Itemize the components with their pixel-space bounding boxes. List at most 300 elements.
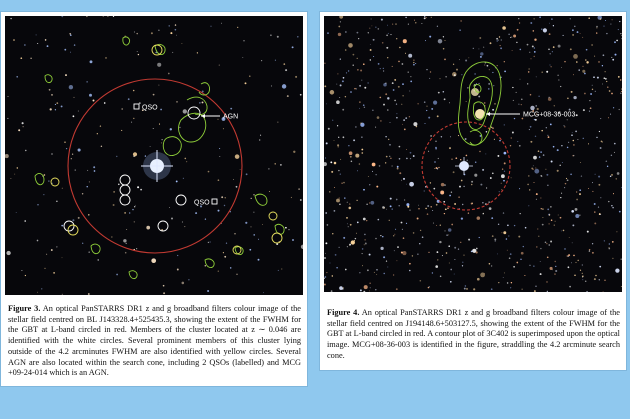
star bbox=[535, 105, 537, 107]
star bbox=[338, 33, 341, 36]
star bbox=[572, 132, 573, 133]
star bbox=[592, 191, 593, 192]
star bbox=[591, 44, 593, 46]
star bbox=[510, 287, 511, 288]
star bbox=[530, 126, 532, 128]
star bbox=[562, 162, 563, 163]
star bbox=[513, 266, 515, 268]
star bbox=[129, 212, 130, 213]
star bbox=[458, 196, 460, 198]
star bbox=[543, 28, 547, 32]
star bbox=[444, 59, 446, 61]
star bbox=[529, 68, 530, 69]
star bbox=[274, 163, 275, 164]
star bbox=[414, 20, 415, 21]
star bbox=[396, 288, 398, 290]
star bbox=[362, 253, 363, 254]
star bbox=[513, 100, 514, 101]
star bbox=[342, 80, 344, 82]
star bbox=[367, 269, 369, 271]
star bbox=[586, 61, 588, 63]
star bbox=[517, 29, 519, 31]
star bbox=[370, 44, 371, 45]
star bbox=[534, 38, 536, 40]
star bbox=[350, 224, 352, 226]
star bbox=[599, 131, 600, 132]
star bbox=[430, 206, 432, 208]
star bbox=[224, 256, 226, 258]
star bbox=[334, 140, 335, 141]
star bbox=[491, 265, 492, 266]
star bbox=[427, 205, 429, 207]
star bbox=[268, 168, 269, 169]
star bbox=[343, 182, 345, 184]
star bbox=[532, 45, 534, 47]
star bbox=[440, 191, 444, 195]
star bbox=[438, 92, 440, 94]
star bbox=[179, 127, 180, 128]
star bbox=[73, 115, 75, 117]
star bbox=[570, 173, 572, 175]
star bbox=[533, 156, 537, 160]
star bbox=[210, 26, 211, 27]
star bbox=[576, 199, 578, 201]
star bbox=[520, 259, 521, 260]
star bbox=[600, 197, 601, 198]
star bbox=[507, 282, 508, 283]
star bbox=[269, 191, 270, 192]
star bbox=[383, 273, 384, 274]
star bbox=[392, 82, 394, 84]
star bbox=[564, 61, 566, 63]
star bbox=[361, 149, 363, 151]
star bbox=[372, 163, 376, 167]
star bbox=[498, 40, 499, 41]
star bbox=[507, 225, 509, 227]
star bbox=[516, 92, 517, 93]
star bbox=[463, 186, 464, 187]
star bbox=[219, 65, 220, 66]
star bbox=[616, 231, 617, 232]
star bbox=[277, 36, 279, 38]
star bbox=[534, 47, 535, 48]
star bbox=[529, 189, 530, 190]
star bbox=[522, 289, 523, 290]
star bbox=[369, 254, 371, 256]
star bbox=[360, 70, 362, 72]
star bbox=[385, 162, 386, 163]
star bbox=[514, 225, 515, 226]
star bbox=[546, 174, 548, 176]
star bbox=[399, 47, 400, 48]
star bbox=[553, 25, 554, 26]
star bbox=[492, 172, 494, 174]
star bbox=[406, 223, 407, 224]
star bbox=[218, 119, 219, 120]
star bbox=[408, 54, 412, 58]
star bbox=[397, 166, 399, 168]
star bbox=[51, 94, 53, 96]
star bbox=[432, 210, 433, 211]
star bbox=[383, 70, 384, 71]
star bbox=[475, 161, 476, 162]
star bbox=[596, 26, 598, 28]
star bbox=[530, 22, 532, 24]
star bbox=[574, 26, 575, 27]
star bbox=[410, 76, 411, 77]
star bbox=[485, 153, 486, 154]
star bbox=[230, 108, 232, 110]
star bbox=[447, 207, 449, 209]
star bbox=[494, 103, 495, 104]
star bbox=[580, 162, 581, 163]
star bbox=[385, 136, 386, 137]
star bbox=[582, 273, 583, 274]
figure-4-caption-text: An optical PanSTARRS DR1 z and g broadband filters colour image of the stellar field centred on J194148.6+503127.5, showing the extent of the FWHM for the GBT at L-band circled in red. A contour plot of 3C402 is superimposed upon the optical image. MCG+08-36-003 is identified in the figure, straddling the 4.2 arcminute search cone. bbox=[327, 308, 620, 360]
star bbox=[599, 266, 601, 268]
star bbox=[449, 147, 451, 149]
star bbox=[499, 191, 500, 192]
star bbox=[529, 265, 530, 266]
star bbox=[489, 207, 492, 210]
star bbox=[431, 108, 433, 110]
star bbox=[374, 272, 375, 273]
star bbox=[49, 89, 51, 91]
star bbox=[324, 284, 326, 286]
star bbox=[234, 233, 235, 234]
star bbox=[429, 286, 430, 287]
star bbox=[621, 88, 622, 90]
star bbox=[553, 46, 555, 48]
star bbox=[539, 16, 541, 18]
star bbox=[349, 151, 353, 155]
star bbox=[589, 100, 590, 101]
star bbox=[539, 156, 540, 157]
cluster-member-circles bbox=[64, 104, 200, 231]
star bbox=[476, 251, 478, 253]
star bbox=[594, 278, 596, 280]
star bbox=[500, 45, 501, 46]
star bbox=[550, 206, 551, 207]
star bbox=[37, 43, 38, 44]
star bbox=[245, 222, 247, 224]
star bbox=[490, 42, 492, 44]
star bbox=[397, 246, 399, 248]
star bbox=[513, 35, 516, 38]
star bbox=[221, 23, 222, 24]
star bbox=[597, 77, 599, 79]
star bbox=[540, 175, 542, 177]
star bbox=[326, 272, 327, 273]
star bbox=[610, 114, 611, 115]
star bbox=[621, 187, 622, 188]
star bbox=[520, 79, 521, 80]
star bbox=[549, 223, 550, 224]
star bbox=[51, 249, 53, 251]
star bbox=[208, 171, 210, 173]
star bbox=[253, 194, 254, 195]
star bbox=[494, 239, 496, 241]
star bbox=[282, 84, 286, 88]
star bbox=[387, 109, 389, 111]
star bbox=[398, 86, 400, 88]
star bbox=[484, 65, 485, 66]
star bbox=[484, 102, 486, 104]
star bbox=[409, 116, 410, 117]
star bbox=[372, 171, 373, 172]
star bbox=[555, 266, 556, 267]
star bbox=[184, 226, 185, 227]
star bbox=[151, 32, 153, 34]
star bbox=[603, 54, 605, 56]
star bbox=[338, 26, 340, 28]
star bbox=[382, 206, 385, 209]
star bbox=[482, 169, 484, 171]
figure-4-panel bbox=[320, 12, 626, 370]
star bbox=[433, 101, 437, 105]
star bbox=[401, 180, 402, 181]
star bbox=[420, 230, 421, 231]
star bbox=[363, 189, 365, 191]
star bbox=[354, 240, 355, 241]
star bbox=[181, 43, 182, 44]
star bbox=[364, 234, 366, 236]
star bbox=[585, 59, 587, 61]
star bbox=[617, 172, 620, 175]
star bbox=[540, 151, 542, 153]
star bbox=[501, 232, 502, 233]
star bbox=[375, 27, 376, 28]
star bbox=[569, 109, 571, 111]
star bbox=[511, 37, 512, 38]
star bbox=[175, 24, 176, 25]
star bbox=[530, 106, 534, 110]
star bbox=[543, 154, 545, 156]
star bbox=[494, 139, 495, 140]
star bbox=[533, 169, 534, 170]
star bbox=[519, 188, 520, 189]
star bbox=[443, 48, 445, 50]
star bbox=[569, 237, 570, 238]
star bbox=[329, 191, 330, 192]
star bbox=[534, 56, 535, 57]
star bbox=[557, 75, 558, 76]
star bbox=[418, 208, 419, 209]
star bbox=[356, 233, 357, 234]
star bbox=[570, 18, 571, 19]
star bbox=[330, 263, 331, 264]
star bbox=[398, 205, 399, 206]
star bbox=[587, 231, 589, 233]
star bbox=[586, 49, 588, 51]
star bbox=[357, 222, 359, 224]
star bbox=[568, 142, 569, 143]
star bbox=[285, 69, 287, 71]
star bbox=[62, 257, 63, 258]
star bbox=[221, 196, 223, 198]
star bbox=[614, 41, 616, 43]
star bbox=[386, 261, 387, 262]
star bbox=[440, 78, 441, 79]
star bbox=[575, 214, 579, 218]
star bbox=[169, 25, 170, 26]
star bbox=[90, 60, 93, 63]
star bbox=[563, 230, 565, 232]
star bbox=[97, 133, 98, 134]
star bbox=[379, 97, 381, 99]
star bbox=[44, 174, 46, 176]
star bbox=[609, 90, 611, 92]
star bbox=[350, 156, 352, 158]
star bbox=[504, 21, 505, 22]
star bbox=[582, 37, 583, 38]
star bbox=[25, 275, 26, 276]
star bbox=[136, 33, 137, 34]
star bbox=[72, 154, 73, 155]
star bbox=[429, 36, 431, 38]
star bbox=[448, 234, 449, 235]
star bbox=[235, 154, 240, 159]
star bbox=[578, 69, 579, 70]
star bbox=[41, 288, 42, 289]
star bbox=[606, 33, 607, 34]
star bbox=[344, 197, 345, 198]
star bbox=[586, 291, 588, 292]
star bbox=[97, 259, 98, 260]
star bbox=[366, 204, 367, 205]
star bbox=[550, 124, 551, 125]
star bbox=[461, 180, 463, 182]
star bbox=[160, 109, 162, 111]
star bbox=[89, 181, 90, 182]
star bbox=[611, 205, 612, 206]
star bbox=[590, 93, 592, 95]
star bbox=[357, 170, 358, 171]
star bbox=[466, 288, 468, 290]
star bbox=[508, 34, 509, 35]
star bbox=[548, 49, 550, 51]
star bbox=[7, 118, 8, 119]
star bbox=[436, 167, 438, 169]
star bbox=[324, 85, 326, 87]
star bbox=[387, 25, 388, 26]
star bbox=[325, 253, 326, 254]
star bbox=[390, 198, 392, 200]
star bbox=[132, 209, 133, 210]
star bbox=[364, 244, 365, 245]
star bbox=[609, 247, 610, 248]
star bbox=[581, 175, 582, 176]
star bbox=[554, 105, 555, 106]
star bbox=[507, 250, 508, 251]
star bbox=[606, 160, 608, 162]
star bbox=[249, 76, 250, 77]
star bbox=[471, 184, 473, 186]
star bbox=[510, 253, 512, 255]
star bbox=[151, 258, 156, 263]
star bbox=[280, 164, 282, 166]
star bbox=[345, 269, 347, 271]
star bbox=[182, 222, 183, 223]
star bbox=[454, 259, 455, 260]
star bbox=[413, 62, 414, 63]
star bbox=[258, 239, 259, 240]
qso-marker-1 bbox=[134, 104, 139, 109]
star bbox=[406, 149, 407, 150]
star bbox=[506, 238, 508, 240]
star bbox=[512, 50, 513, 51]
star bbox=[512, 87, 513, 88]
star bbox=[455, 157, 457, 159]
star bbox=[545, 169, 546, 170]
star bbox=[278, 270, 279, 271]
star bbox=[261, 60, 262, 61]
star bbox=[435, 140, 437, 142]
star bbox=[538, 150, 540, 152]
star bbox=[491, 288, 493, 290]
star bbox=[219, 148, 220, 149]
star bbox=[593, 76, 595, 78]
star bbox=[245, 82, 247, 84]
star bbox=[618, 76, 620, 78]
star bbox=[339, 286, 343, 290]
star bbox=[440, 193, 441, 194]
star bbox=[121, 108, 123, 110]
star bbox=[609, 243, 610, 244]
star bbox=[113, 204, 115, 206]
star bbox=[413, 59, 414, 60]
star bbox=[478, 83, 479, 84]
star bbox=[236, 274, 237, 275]
star bbox=[324, 278, 325, 279]
star bbox=[450, 136, 451, 137]
star bbox=[549, 244, 550, 245]
star bbox=[592, 85, 593, 86]
star bbox=[253, 212, 254, 213]
star bbox=[348, 226, 349, 227]
star bbox=[511, 137, 512, 138]
star bbox=[503, 180, 505, 182]
star bbox=[619, 211, 621, 213]
star bbox=[325, 158, 326, 159]
star bbox=[547, 135, 548, 136]
star bbox=[398, 61, 400, 63]
star bbox=[74, 97, 75, 98]
star bbox=[394, 79, 396, 81]
star bbox=[521, 99, 523, 101]
star bbox=[554, 225, 555, 226]
star bbox=[145, 155, 146, 156]
star bbox=[527, 44, 529, 46]
star bbox=[458, 135, 459, 136]
star bbox=[536, 246, 538, 248]
star bbox=[391, 208, 392, 209]
star bbox=[123, 239, 126, 242]
star bbox=[111, 237, 112, 238]
star bbox=[598, 61, 600, 63]
star bbox=[242, 57, 243, 58]
star bbox=[558, 80, 559, 81]
star bbox=[94, 170, 96, 172]
star bbox=[364, 239, 365, 240]
star bbox=[546, 127, 547, 128]
star bbox=[134, 221, 135, 222]
star bbox=[87, 81, 88, 82]
star bbox=[402, 229, 403, 230]
star bbox=[362, 265, 363, 266]
figure-3-starfield bbox=[5, 16, 303, 295]
star bbox=[584, 73, 586, 75]
